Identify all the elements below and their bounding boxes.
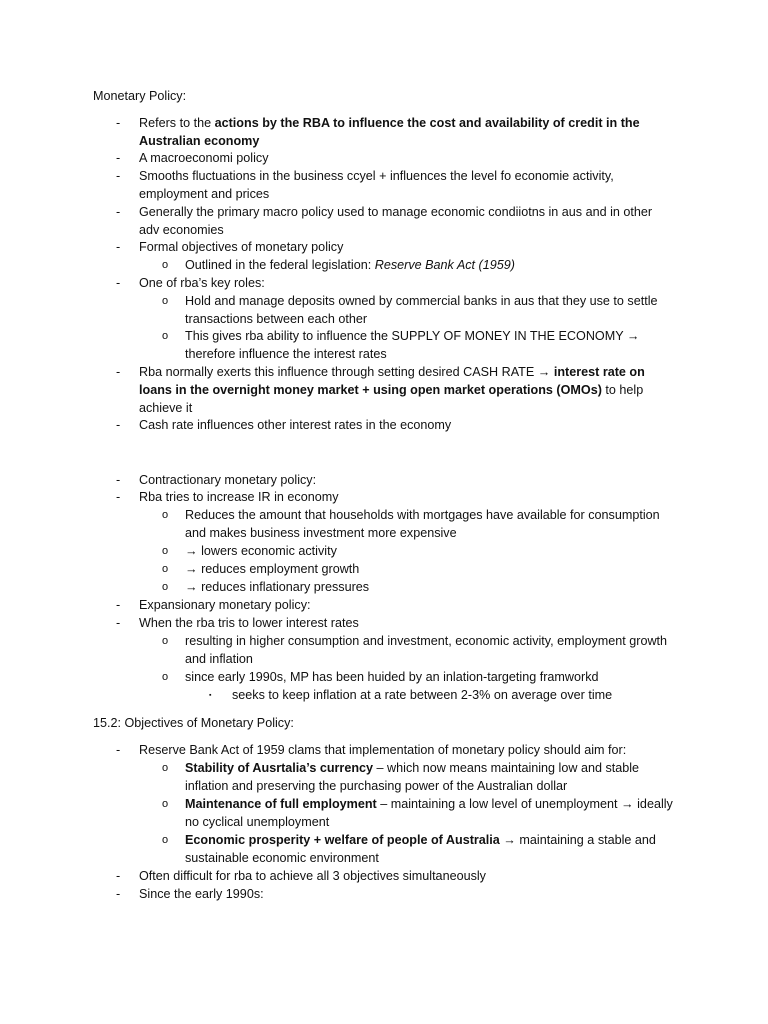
dash-bullet: - xyxy=(116,887,121,901)
item-text: Rba tries to increase IR in economy xyxy=(139,490,339,504)
bold-text-run: Economic prosperity + welfare of people of Australia xyxy=(185,833,500,847)
item-text: Often difficult for rba to achieve all 3 objectives simultaneously xyxy=(139,869,486,883)
item-text: since early 1990s, MP has been huided by an inlation-targeting framworkd xyxy=(185,670,599,684)
text-run: to help achieve it xyxy=(139,382,644,415)
circle-bullet: o xyxy=(162,509,169,521)
text-run: Outlined in the federal legislation: xyxy=(185,258,375,272)
item-text xyxy=(139,364,669,417)
item-text xyxy=(185,796,680,832)
item-text: seeks to keep inflation at a rate between 2-3% on average over time xyxy=(232,688,613,702)
circle-bullet: o xyxy=(162,563,169,575)
item-text: resulting in higher consumption and investment, economic activity, employment growth and inflation xyxy=(185,634,668,666)
dash-bullet: - xyxy=(116,869,121,883)
circle-bullet: o xyxy=(162,330,169,342)
dash-bullet: - xyxy=(116,473,121,487)
dash-bullet: - xyxy=(116,240,121,254)
item-text xyxy=(139,115,669,151)
dash-bullet: - xyxy=(116,598,121,612)
circle-bullet: o xyxy=(162,545,169,557)
item-text: Expansionary monetary policy: xyxy=(139,598,311,612)
circle-bullet: o xyxy=(162,762,169,774)
italic-text-run: Reserve Bank Act (1959) xyxy=(374,258,515,272)
text-run: Refers to the xyxy=(139,116,215,130)
dash-bullet: - xyxy=(116,151,121,165)
item-text: → reduces inflationary pressures xyxy=(185,580,370,594)
item-text xyxy=(185,760,680,796)
dash-bullet: - xyxy=(116,205,121,219)
circle-bullet: o xyxy=(162,295,169,307)
item-text: Formal objectives of monetary policy xyxy=(139,240,344,254)
circle-bullet: o xyxy=(162,581,169,593)
item-text: Contractionary monetary policy: xyxy=(139,473,317,487)
item-text: → lowers economic activity xyxy=(185,544,337,558)
item-text: A macroeconomi policy xyxy=(139,151,269,165)
dash-bullet: - xyxy=(116,616,121,630)
dash-bullet: - xyxy=(116,276,121,290)
item-text: Smooths fluctuations in the business ccyel + influences the level fo economie activity, employment and prices xyxy=(139,169,614,201)
dash-bullet: - xyxy=(116,418,121,432)
item-text: Since the early 1990s: xyxy=(139,887,264,901)
item-text: Hold and manage deposits owned by commercial banks in aus that they use to settle transactions between each other xyxy=(185,294,658,326)
item-text: Reserve Bank Act of 1959 clams that implementation of monetary policy should aim for: xyxy=(139,743,627,757)
item-text xyxy=(185,832,680,868)
text-run: Rba normally exerts this influence through setting desired CASH RATE → xyxy=(139,365,554,379)
dash-bullet: - xyxy=(116,169,121,183)
dash-bullet: - xyxy=(116,743,121,757)
item-text: → reduces employment growth xyxy=(185,562,360,576)
bold-text-run: interest rate on loans in the overnight money market + using open market operations (OMOs) xyxy=(139,365,645,397)
square-bullet: ▪ xyxy=(209,692,212,699)
bold-text-run: Stability of Ausrtalia’s currency xyxy=(185,761,374,775)
dash-bullet: - xyxy=(116,490,121,504)
bold-text-run: Maintenance of full employment xyxy=(185,797,377,811)
item-text: Generally the primary macro policy used to manage economic condiiotns in aus and in other adv economies xyxy=(139,205,653,237)
heading-objectives: 15.2: Objectives of Monetary Policy: xyxy=(93,716,294,730)
circle-bullet: o xyxy=(162,671,169,683)
dash-bullet: - xyxy=(116,116,121,130)
text-run: → maintaining a stable and sustainable economic environment xyxy=(185,833,656,865)
item-text: This gives rba ability to influence the SUPPLY OF MONEY IN THE ECONOMY → therefore influence the interest rates xyxy=(185,329,640,361)
circle-bullet: o xyxy=(162,834,169,846)
heading-monetary-policy: Monetary Policy: xyxy=(93,89,187,103)
dash-bullet: - xyxy=(116,365,121,379)
circle-bullet: o xyxy=(162,635,169,647)
circle-bullet: o xyxy=(162,259,169,271)
bold-text-run: actions by the RBA to influence the cost and availability of credit in the Australian economy xyxy=(139,116,640,148)
text-run: – maintaining a low level of unemployment → ideally no cyclical unemployment xyxy=(185,797,673,829)
item-text: When the rba tris to lower interest rates xyxy=(139,616,359,630)
text-run: – which now means maintaining low and stable inflation and preserving the purchasing power of the Australian dollar xyxy=(185,761,640,793)
item-text: Reduces the amount that households with mortgages have available for consumption and makes business investment more expensive xyxy=(185,508,660,540)
item-text: Cash rate influences other interest rates in the economy xyxy=(139,418,452,432)
circle-bullet: o xyxy=(162,798,169,810)
item-text xyxy=(185,257,680,275)
item-text: One of rba’s key roles: xyxy=(139,276,265,290)
